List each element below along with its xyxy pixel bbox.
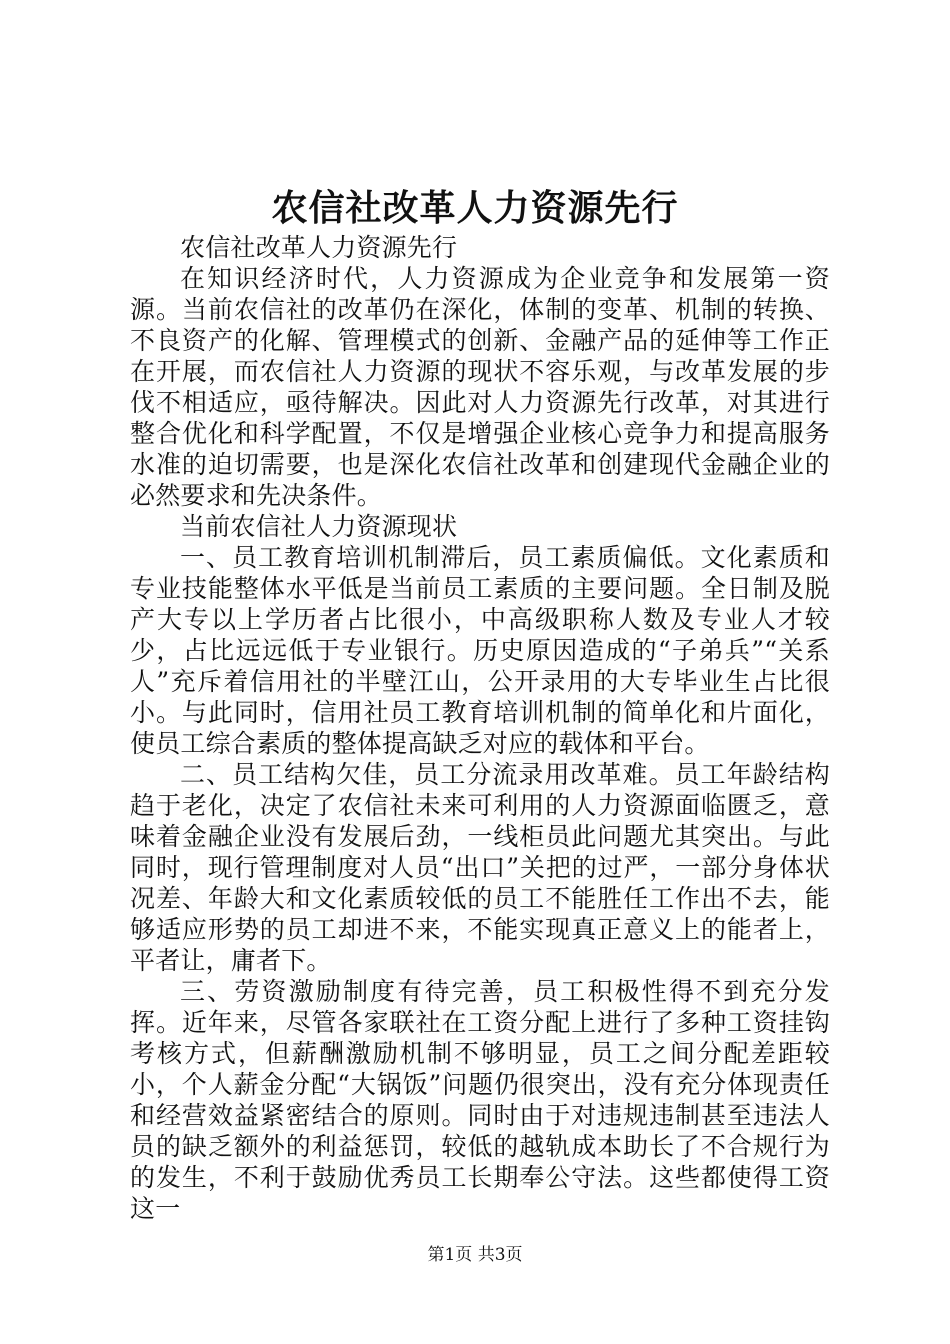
document-body <box>130 232 830 1224</box>
paragraph-point-one: 一、员工教育培训机制滞后，员工素质偏低。文化素质和专业技能整体水平低是当前员工素质的主要问题。全日制及脱产大专以上学历者占比很小，中高级职称人数及专业人才较少，占比远远低于专业银行。历史原因造成的“子弟兵”“关系人”充斥着信用社的半壁江山，公开录用的大专毕业生占比很小。与此同时，信用社员工教育培训机制的简单化和片面化，使员工综合素质的整体提高缺乏对应的载体和平台。 <box>130 543 830 758</box>
page-number-footer: 第1页 共3页 <box>427 1245 523 1265</box>
document-title: 农信社改革人力资源先行 <box>271 187 679 229</box>
paragraph-intro: 在知识经济时代，人力资源成为企业竞争和发展第一资源。当前农信社的改革仍在深化，体制的变革、机制的转换、不良资产的化解、管理模式的创新、金融产品的延伸等工作正在开展，而农信社人力资源的现状不容乐观，与改革发展的步伐不相适应，亟待解决。因此对人力资源先行改革，对其进行整合优化和科学配置，不仅是增强企业核心竞争力和提高服务水准的迫切需要，也是深化农信社改革和创建现代金融企业的必然要求和先决条件。 <box>130 264 830 510</box>
section-heading-current-status: 当前农信社人力资源现状 <box>180 512 458 541</box>
paragraph-point-two: 二、员工结构欠佳，员工分流录用改革难。员工年龄结构趋于老化，决定了农信社未来可利用的人力资源面临匮乏，意味着金融企业没有发展后劲，一线柜员此问题尤其突出。与此同时，现行管理制度对人员“出口”关把的过严，一部分身体状况差、年龄大和文化素质较低的员工不能胜任工作出不去，能够适应形势的员工却进不来，不能实现真正意义上的能者上，平者让，庸者下。 <box>130 760 830 975</box>
paragraph-point-three: 三、劳资激励制度有待完善，员工积极性得不到充分发挥。近年来，尽管各家联社在工资分配上进行了多种工资挂钩考核方式，但薪酬激励机制不够明显，员工之间分配差距较小，个人薪金分配“大锅饭”问题仍很突出，没有充分体现责任和经营效益紧密结合的原则。同时由于对违规违制甚至违法人员的缺乏额外的利益惩罚，较低的越轨成本助长了不合规行为的发生，不利于鼓励优秀员工长期奉公守法。这些都使得工资这一 <box>130 977 830 1223</box>
paragraph-subtitle: 农信社改革人力资源先行 <box>180 233 458 262</box>
